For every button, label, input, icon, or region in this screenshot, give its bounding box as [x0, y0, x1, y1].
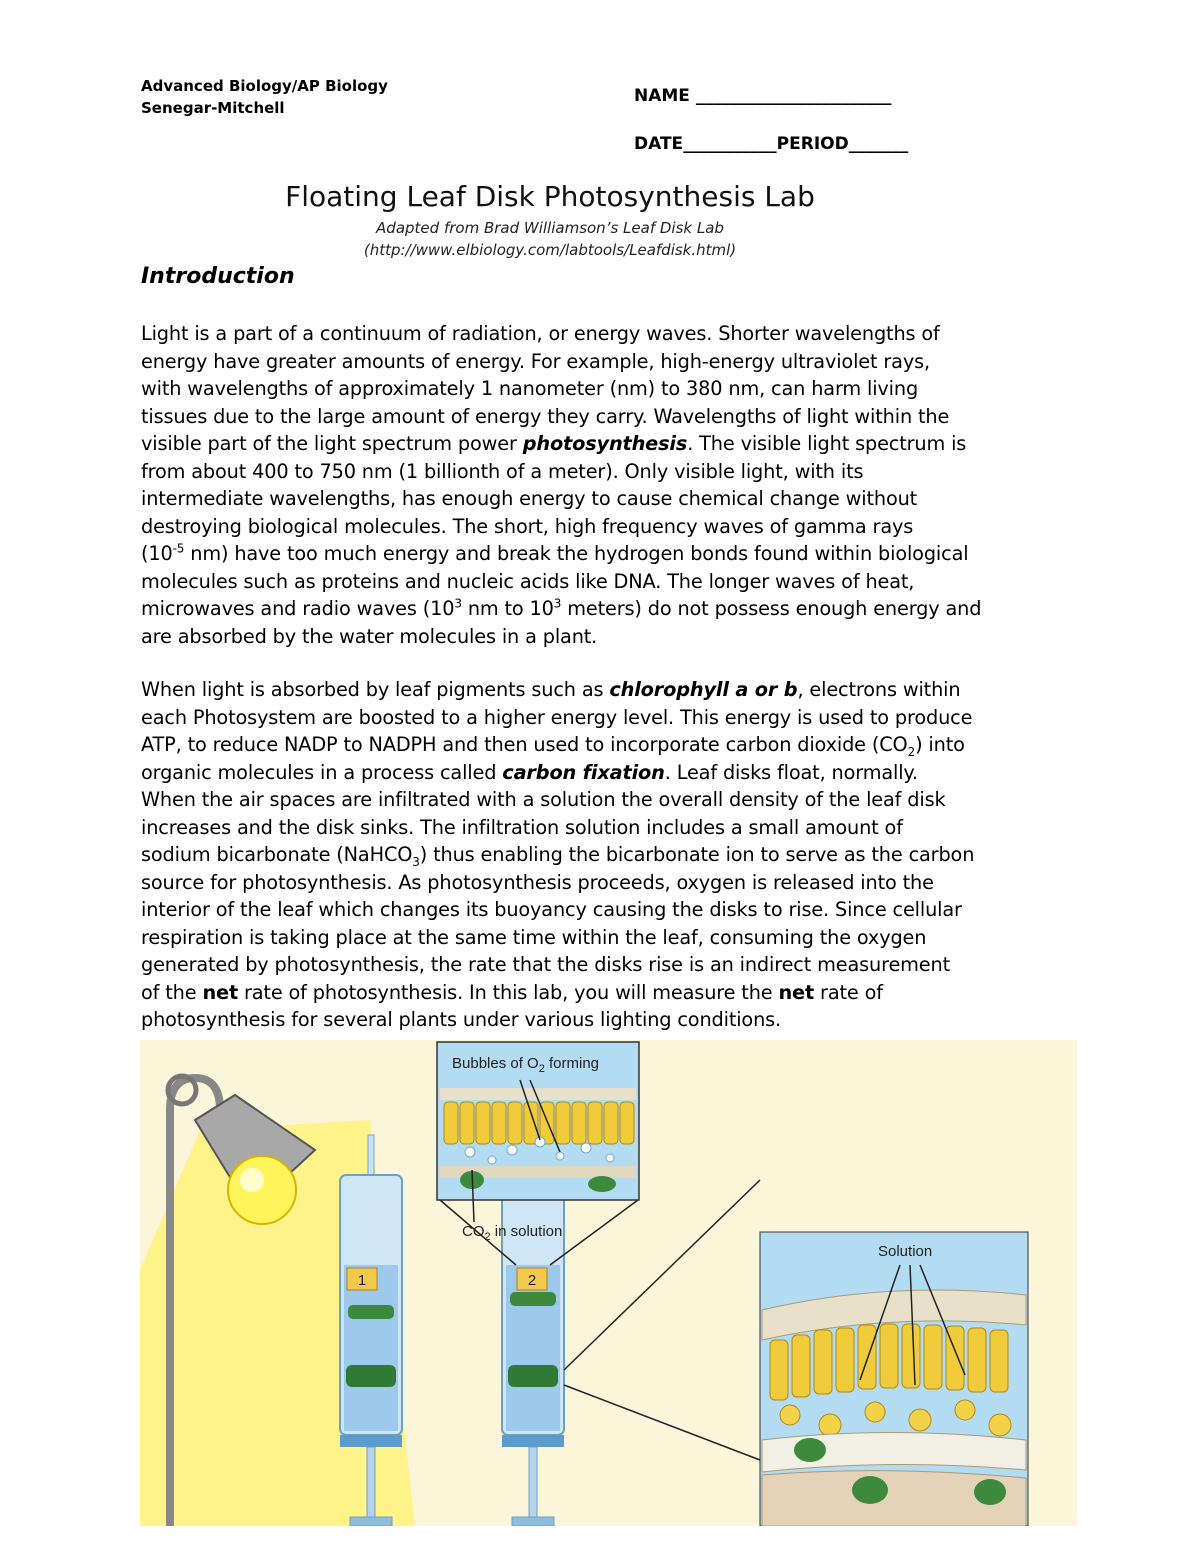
- bulb-highlight: [240, 1168, 264, 1192]
- co2-label: $CO_2$ in solution: [462, 1223, 563, 1243]
- syringe-2-label: 2: [527, 1272, 537, 1289]
- text-line: each Photosystem are boosted to a higher energy level. This energy is used to produce: [141, 705, 973, 729]
- text-line: tissues due to the large amount of energy they carry. Wavelengths of light within the: [141, 404, 950, 428]
- paragraph-mechanism: [141, 676, 1071, 1034]
- text-line: [141, 979, 1071, 1007]
- text-line: When the air spaces are infiltrated with a solution the overall density of the leaf disk: [141, 788, 946, 811]
- bubbles-label: Bubbles of $O_2$ forming: [452, 1055, 600, 1075]
- text-line: [141, 759, 1071, 787]
- text-run: When light is absorbed by leaf pigments such as: [141, 678, 610, 701]
- text-line: intermediate wavelengths, has enough energy to cause chemical change without: [141, 487, 918, 510]
- text-line: [141, 595, 1071, 623]
- emphasis-net: net: [778, 980, 815, 1004]
- subtitle-url: (http://www.elbiology.com/labtools/Leafdisk.html): [363, 241, 737, 259]
- text-run: nm to 10: [461, 597, 554, 620]
- term-photosynthesis: photosynthesis: [522, 432, 688, 455]
- page-title: Floating Leaf Disk Photosynthesis Lab: [285, 180, 815, 213]
- text-run: rate of: [814, 980, 883, 1004]
- text-run: . The visible light spectrum is: [687, 432, 967, 455]
- text-line: [141, 676, 1071, 704]
- text-run: meters) do not possess enough energy and: [561, 597, 982, 620]
- text-line: interior of the leaf which changes its buoyancy causing the disks to rise. Since cellular: [141, 898, 962, 921]
- subscript: 3: [412, 854, 420, 869]
- syringe-1-label: 1: [357, 1272, 367, 1289]
- text-run: (10: [141, 542, 173, 565]
- term-carbon-fixation: carbon fixation: [502, 760, 665, 784]
- text-run: . Leaf disks float, normally.: [664, 760, 918, 784]
- text-line: Light is a part of a continuum of radiation, or energy waves. Shorter wavelengths of: [141, 322, 940, 345]
- figure-illustration: [140, 1040, 1077, 1526]
- light-bulb-icon: [228, 1156, 296, 1224]
- text-line: [141, 430, 1071, 458]
- text-run: of the: [141, 980, 203, 1004]
- teacher-name: Senegar-Mitchell: [141, 99, 285, 117]
- text-line: molecules such as proteins and nucleic acids like DNA. The longer waves of heat,: [141, 569, 915, 593]
- text-run: ) into: [915, 733, 965, 756]
- paragraph-intro: [141, 320, 1071, 650]
- subtitle: [0, 217, 1100, 261]
- solution-label: Solution: [878, 1243, 933, 1260]
- emphasis-net: net: [202, 980, 239, 1004]
- date-period-field[interactable]: DATE___________PERIOD_______: [634, 134, 909, 154]
- course-header: [141, 75, 388, 119]
- text-run: , electrons within: [797, 678, 961, 701]
- text-run: microwaves and radio waves (10: [141, 597, 455, 620]
- superscript: 3: [454, 596, 462, 611]
- text-run: sodium bicarbonate (NaHCO: [141, 843, 413, 866]
- text-line: source for photosynthesis. As photosynthesis proceeds, oxygen is released into the: [141, 870, 934, 894]
- superscript: 3: [553, 596, 562, 611]
- text-line: increases and the disk sinks. The infiltration solution includes a small amount of: [141, 815, 903, 839]
- text-run: ) thus enabling the bicarbonate ion to serve as the carbon: [419, 843, 975, 866]
- subtitle-attribution: Adapted from Brad Williamson’s Leaf Disk Lab: [376, 219, 724, 237]
- text-run: visible part of the light spectrum power: [141, 432, 523, 455]
- leaf-disk-figure: [140, 1040, 1077, 1526]
- text-line: from about 400 to 750 nm (1 billionth of a meter). Only visible light, with its: [141, 459, 864, 483]
- inset-sunken-leaf: [760, 1232, 1028, 1526]
- section-heading: Introduction: [141, 264, 295, 289]
- text-run: ATP, to reduce NADP to NADPH and then used to incorporate carbon dioxide (CO: [141, 733, 908, 756]
- text-line: generated by photosynthesis, the rate that the disks rise is an indirect measurement: [141, 953, 950, 976]
- text-run: organic molecules in a process called: [141, 760, 503, 784]
- text-line: respiration is taking place at the same time within the leaf, consuming the oxygen: [141, 925, 927, 949]
- text-line: photosynthesis for several plants under various lighting conditions.: [141, 1008, 782, 1031]
- zoom-line: [564, 1385, 760, 1460]
- text-line: [141, 540, 1071, 568]
- name-field[interactable]: NAME _______________________: [634, 86, 892, 106]
- term-chlorophyll: chlorophyll a or b: [609, 678, 798, 701]
- text-line: [141, 731, 1071, 759]
- student-fields: [634, 72, 908, 168]
- text-run: rate of photosynthesis. In this lab, you will measure the: [238, 980, 779, 1004]
- zoom-line: [564, 1180, 760, 1370]
- course-name: Advanced Biology/AP Biology: [141, 77, 388, 95]
- text-line: [141, 841, 1071, 869]
- superscript: -5: [172, 541, 185, 556]
- text-run: nm) have too much energy and break the hydrogen bonds found within biological: [184, 542, 969, 565]
- text-line: energy have greater amounts of energy. For example, high-energy ultraviolet rays,: [141, 349, 930, 373]
- subscript: 2: [907, 744, 916, 759]
- text-line: destroying biological molecules. The short, high frequency waves of gamma rays: [141, 514, 914, 538]
- text-line: are absorbed by the water molecules in a plant.: [141, 624, 598, 648]
- text-line: with wavelengths of approximately 1 nanometer (nm) to 380 nm, can harm living: [141, 377, 919, 400]
